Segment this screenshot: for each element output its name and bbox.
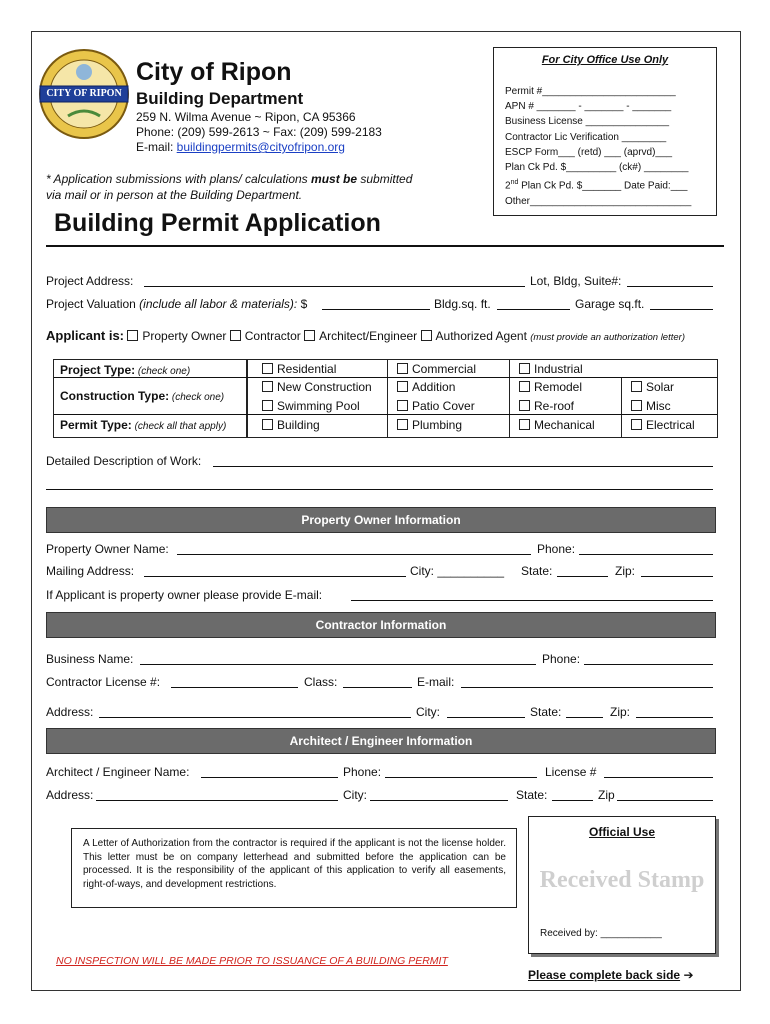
garage-sqft-label: Garage sq.ft. [575, 297, 645, 311]
owner-phone-label: Phone: [537, 542, 576, 556]
contractor-city-label: City: [416, 705, 440, 719]
checkbox-icon [519, 363, 530, 374]
option-addition[interactable]: Addition [397, 380, 455, 394]
department-email-link[interactable]: buildingpermits@cityofripon.org [176, 140, 345, 154]
seal-banner-text: CITY OF RIPON [46, 88, 122, 99]
description-input-line-1[interactable] [213, 466, 713, 467]
checkbox-icon [397, 419, 408, 430]
architect-section-header: Architect / Engineer Information [46, 728, 716, 754]
option-swimming-pool[interactable]: Swimming Pool [262, 399, 360, 413]
owner-mailing-input[interactable] [144, 576, 406, 577]
bldg-sqft-input[interactable] [497, 309, 570, 310]
checkbox-icon [631, 419, 642, 430]
option-misc[interactable]: Misc [631, 399, 671, 413]
owner-phone-input[interactable] [579, 554, 713, 555]
owner-email-input[interactable] [351, 600, 713, 601]
contractor-email-input[interactable] [461, 687, 713, 688]
department-email-line: E-mail: buildingpermits@cityofripon.org [136, 140, 345, 154]
received-stamp-placeholder: Received Stamp [539, 867, 705, 893]
checkbox-icon [262, 381, 273, 392]
applicant-option-contractor[interactable]: Contractor [230, 329, 301, 343]
architect-address-label: Address: [46, 788, 94, 802]
option-re-roof[interactable]: Re-roof [519, 399, 574, 413]
bldg-sqft-label: Bldg.sq. ft. [434, 297, 491, 311]
checkbox-icon [631, 381, 642, 392]
permit-type-label: Permit Type: (check all that apply) [60, 418, 227, 432]
property-owner-section-header: Property Owner Information [46, 507, 716, 533]
office-contractor-lic-line: Contractor Lic Verification ________ [505, 131, 667, 143]
official-use-box [528, 816, 716, 954]
checkbox-icon [127, 330, 138, 341]
owner-state-label: State: [521, 564, 553, 578]
contractor-state-label: State: [530, 705, 562, 719]
lot-bldg-suite-label: Lot, Bldg, Suite#: [530, 274, 622, 288]
option-building[interactable]: Building [262, 418, 320, 432]
option-industrial[interactable]: Industrial [519, 362, 583, 376]
option-plumbing[interactable]: Plumbing [397, 418, 462, 432]
checkbox-icon [519, 400, 530, 411]
applicant-option-agent[interactable]: Authorized Agent [421, 329, 527, 343]
contractor-class-input[interactable] [343, 687, 412, 688]
architect-license-input[interactable] [604, 777, 713, 778]
applicant-option-owner[interactable]: Property Owner [127, 329, 226, 343]
department-address: 259 N. Wilma Avenue ~ Ripon, CA 95366 [136, 110, 356, 124]
owner-city-field[interactable]: City: __________ [410, 564, 505, 578]
business-name-input[interactable] [140, 664, 536, 665]
contractor-address-input[interactable] [99, 717, 411, 718]
contractor-zip-label: Zip: [610, 705, 631, 719]
contractor-phone-input[interactable] [584, 664, 713, 665]
warning-text: NO INSPECTION WILL BE MADE PRIOR TO ISSUANCE OF A BUILDING PERMIT [56, 955, 448, 967]
architect-state-label: State: [516, 788, 548, 802]
owner-zip-input[interactable] [641, 576, 713, 577]
applicant-row [46, 328, 685, 343]
grid-divider [387, 359, 388, 437]
contractor-address-label: Address: [46, 705, 94, 719]
back-side-note: Please complete back side ➔ [528, 968, 694, 982]
project-valuation-label: Project Valuation (include all labor & materials): $ [46, 297, 308, 311]
architect-address-input[interactable] [96, 800, 338, 801]
architect-phone-label: Phone: [343, 765, 382, 779]
received-by-field[interactable]: Received by: ___________ [540, 928, 662, 939]
project-valuation-input[interactable] [322, 309, 430, 310]
checkbox-icon [397, 381, 408, 392]
contractor-license-label: Contractor License #: [46, 675, 161, 689]
city-seal-logo [38, 48, 130, 140]
arrow-right-icon: ➔ [683, 968, 694, 982]
project-address-label: Project Address: [46, 274, 134, 288]
construction-type-label: Construction Type: (check one) [60, 389, 225, 403]
architect-name-input[interactable] [201, 777, 338, 778]
office-other-line: Other_____________________________ [505, 195, 692, 207]
contractor-phone-label: Phone: [542, 652, 581, 666]
checkbox-icon [631, 400, 642, 411]
authorization-note-text: A Letter of Authorization from the contractor is required if the applicant is not the license holder. This letter must be on company letterhead and submitted before the application can be processed. It is the responsibility of the applicant of this application to verify all easements, right-of-ways, and development restrictions. [83, 838, 506, 890]
option-electrical[interactable]: Electrical [631, 418, 695, 432]
garage-sqft-input[interactable] [650, 309, 713, 310]
office-use-title: For City Office Use Only [541, 54, 669, 66]
lot-bldg-suite-input[interactable] [627, 286, 713, 287]
submission-note: * Application submissions with plans/ calculations must be submitted via mail or in person at the Building Department. [46, 172, 413, 202]
applicant-label: Applicant is: [46, 328, 125, 343]
checkbox-icon [519, 381, 530, 392]
owner-email-label: If Applicant is property owner please provide E-mail: [46, 588, 323, 602]
contractor-section-header: Contractor Information [46, 612, 716, 638]
option-patio-cover[interactable]: Patio Cover [397, 399, 475, 413]
checkbox-icon [262, 363, 273, 374]
checkbox-icon [397, 400, 408, 411]
contractor-license-input[interactable] [171, 687, 298, 688]
checkbox-icon [304, 330, 315, 341]
office-plan-check-line: Plan Ck Pd. $_________ (ck#) ________ [505, 162, 689, 174]
applicant-option-architect[interactable]: Architect/Engineer [304, 329, 417, 343]
checkbox-icon [262, 400, 273, 411]
contractor-state-input[interactable] [566, 717, 603, 718]
architect-zip-label: Zip [598, 788, 615, 802]
type-table-divider [54, 377, 247, 378]
project-type-label: Project Type: (check one) [60, 363, 191, 377]
architect-name-label: Architect / Engineer Name: [46, 765, 190, 779]
office-permit-line: Permit #________________________ [505, 86, 676, 97]
architect-city-input[interactable] [370, 800, 508, 801]
checkbox-icon [230, 330, 241, 341]
architect-license-label: License # [545, 765, 597, 779]
grid-divider [509, 359, 510, 437]
owner-name-input[interactable] [177, 554, 531, 555]
city-name: City of Ripon [136, 58, 292, 86]
description-label: Detailed Description of Work: [46, 454, 202, 468]
grid-divider [246, 377, 717, 378]
checkbox-icon [519, 419, 530, 430]
authorization-note-box [71, 828, 517, 908]
office-apn-line: APN # _______ - _______ - _______ [505, 101, 672, 113]
checkbox-icon [421, 330, 432, 341]
applicant-agent-note: (must provide an authorization letter) [530, 332, 685, 343]
option-new-construction[interactable]: New Construction [262, 380, 372, 394]
contractor-city-input[interactable] [447, 717, 525, 718]
architect-city-label: City: [343, 788, 367, 802]
description-input-line-2[interactable] [46, 489, 713, 490]
option-mechanical[interactable]: Mechanical [519, 418, 595, 432]
option-commercial[interactable]: Commercial [397, 362, 476, 376]
owner-mailing-label: Mailing Address: [46, 564, 135, 578]
option-remodel[interactable]: Remodel [519, 380, 582, 394]
type-table-divider [54, 414, 247, 415]
owner-state-input[interactable] [557, 576, 608, 577]
official-use-title: Official Use [588, 825, 656, 839]
architect-phone-input[interactable] [385, 777, 537, 778]
contractor-class-label: Class: [304, 675, 338, 689]
architect-zip-input[interactable] [617, 800, 713, 801]
grid-divider [621, 377, 622, 437]
grid-divider [246, 414, 717, 415]
office-business-license-line: Business License _______________ [505, 116, 670, 128]
owner-zip-label: Zip: [615, 564, 636, 578]
department-phone-fax: Phone: (209) 599-2613 ~ Fax: (209) 599-2183 [136, 125, 382, 139]
department-name: Building Department [136, 89, 304, 108]
project-address-input[interactable] [144, 286, 525, 287]
office-escp-line: ESCP Form___ (retd) ___ (aprvd)___ [505, 146, 673, 158]
title-rule [46, 245, 724, 247]
architect-state-input[interactable] [552, 800, 593, 801]
checkbox-icon [262, 419, 273, 430]
owner-name-label: Property Owner Name: [46, 542, 169, 556]
contractor-zip-input[interactable] [636, 717, 713, 718]
business-name-label: Business Name: [46, 652, 134, 666]
form-title: Building Permit Application [54, 209, 381, 237]
checkbox-icon [397, 363, 408, 374]
option-residential[interactable]: Residential [262, 362, 336, 376]
office-plan-check-2-line: 2nd Plan Ck Pd. $_______ Date Paid:___ [505, 179, 688, 192]
contractor-email-label: E-mail: [417, 675, 455, 689]
office-use-box [493, 47, 717, 216]
option-solar[interactable]: Solar [631, 380, 674, 394]
